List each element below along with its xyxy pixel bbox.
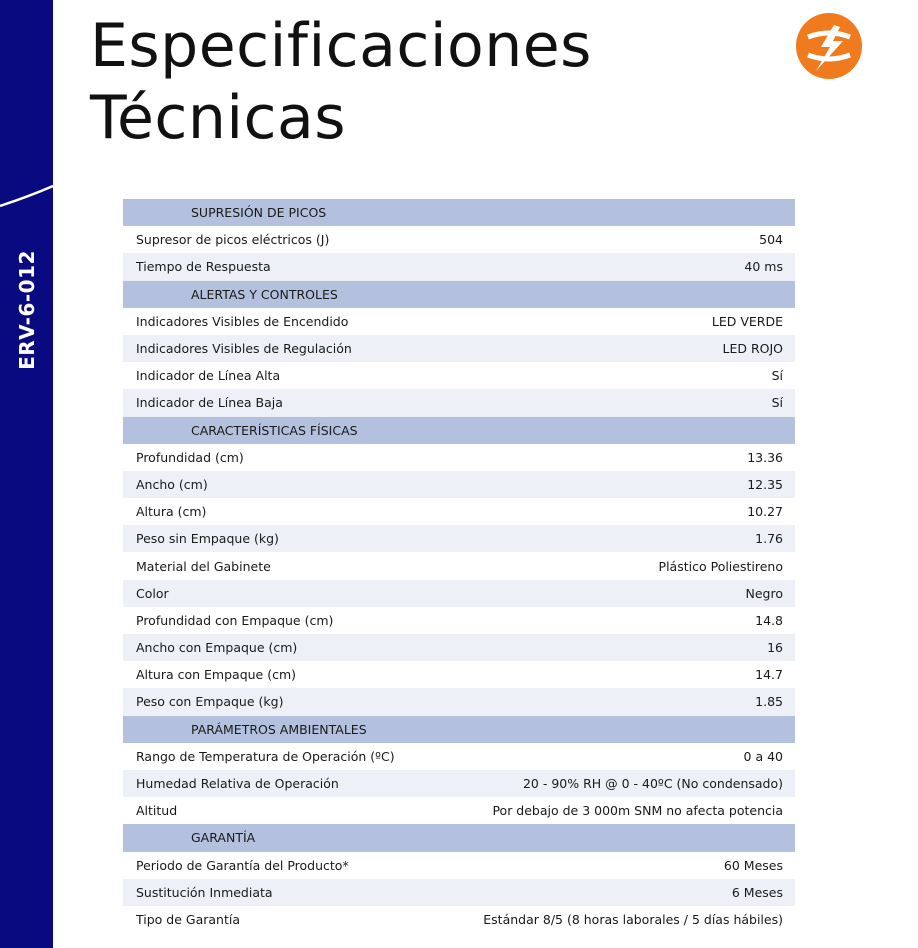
page-title: [90, 10, 710, 154]
title-line-2: Técnicas: [90, 83, 347, 153]
spec-value: Estándar 8/5 (8 horas laborales / 5 días hábiles): [483, 911, 783, 927]
spec-value: 13.36: [747, 449, 783, 465]
product-code: ERV-6-012: [15, 250, 39, 370]
spec-label: Altura (cm): [136, 504, 207, 520]
spec-value: Sí: [771, 368, 783, 384]
spec-label: Ancho (cm): [136, 476, 208, 492]
spec-label: Humedad Relativa de Operación: [136, 776, 339, 792]
spec-value: 1.85: [755, 694, 783, 710]
spec-label: Altitud: [136, 803, 178, 819]
spec-label: Rango de Temperatura de Operación (ºC): [136, 748, 395, 764]
spec-value: 14.7: [755, 667, 783, 683]
spec-row: [123, 389, 795, 416]
spec-row: [123, 607, 795, 634]
spec-label: Tipo de Garantía: [136, 911, 240, 927]
spec-row: [123, 634, 795, 661]
spec-row: [123, 444, 795, 471]
spec-label: Periodo de Garantía del Producto*: [136, 857, 349, 873]
spec-value: 16: [767, 640, 783, 656]
spec-label: Profundidad (cm): [136, 449, 244, 465]
lightning-bolt-icon: [794, 11, 864, 81]
spec-value: 0 a 40: [743, 748, 783, 764]
spec-row: [123, 253, 795, 280]
spec-label: Indicador de Línea Baja: [136, 395, 283, 411]
spec-value: Sí: [771, 395, 783, 411]
spec-value: 60 Meses: [723, 857, 783, 873]
spec-label: Tiempo de Respuesta: [136, 259, 271, 275]
spec-label: Sustitución Inmediata: [136, 884, 273, 900]
spec-value: 40 ms: [744, 259, 783, 275]
section-header: SUPRESIÓN DE PICOS: [123, 199, 795, 226]
sidebar-swoosh-line: [0, 0, 53, 260]
spec-value: 20 - 90% RH @ 0 - 40ºC (No condensado): [522, 776, 783, 792]
spec-label: Altura con Empaque (cm): [136, 667, 297, 683]
spec-row: [123, 770, 795, 797]
spec-label: Profundidad con Empaque (cm): [136, 612, 334, 628]
title-line-1: Especificaciones: [90, 11, 592, 81]
spec-value: LED VERDE: [711, 313, 783, 329]
spec-row: [123, 471, 795, 498]
spec-row: [123, 906, 795, 933]
spec-value: 1.76: [755, 531, 783, 547]
spec-label: Peso sin Empaque (kg): [136, 531, 279, 547]
spec-label: Supresor de picos eléctricos (J): [136, 232, 330, 248]
spec-row: [123, 879, 795, 906]
spec-value: 12.35: [747, 476, 783, 492]
section-header: GARANTÍA: [123, 824, 795, 851]
section-header: CARACTERÍSTICAS FÍSICAS: [123, 417, 795, 444]
spec-label: Indicadores Visibles de Encendido: [136, 313, 349, 329]
spec-value: LED ROJO: [722, 341, 783, 357]
spec-row: [123, 852, 795, 879]
section-header: PARÁMETROS AMBIENTALES: [123, 716, 795, 743]
spec-label: Color: [136, 585, 169, 601]
spec-label: Ancho con Empaque (cm): [136, 640, 298, 656]
sidebar-band: [0, 0, 53, 948]
spec-row: [123, 308, 795, 335]
spec-value: 504: [759, 232, 783, 248]
spec-value: Negro: [745, 585, 783, 601]
spec-label: Indicador de Línea Alta: [136, 368, 281, 384]
spec-value: Por debajo de 3 000m SNM no afecta potencia: [492, 803, 783, 819]
spec-label: Peso con Empaque (kg): [136, 694, 284, 710]
spec-row: [123, 335, 795, 362]
spec-row: [123, 743, 795, 770]
spec-value: Plástico Poliestireno: [658, 558, 783, 574]
spec-value: 14.8: [755, 612, 783, 628]
spec-row: [123, 661, 795, 688]
spec-row: [123, 362, 795, 389]
spec-label: Indicadores Visibles de Regulación: [136, 341, 352, 357]
spec-row: [123, 552, 795, 579]
spec-row: [123, 525, 795, 552]
specifications-table: [123, 199, 795, 933]
spec-row: [123, 580, 795, 607]
spec-value: 10.27: [747, 504, 783, 520]
spec-row: [123, 688, 795, 715]
spec-row: [123, 797, 795, 824]
spec-row: [123, 498, 795, 525]
spec-row: [123, 226, 795, 253]
spec-label: Material del Gabinete: [136, 558, 271, 574]
section-header: ALERTAS Y CONTROLES: [123, 281, 795, 308]
spec-value: 6 Meses: [731, 884, 783, 900]
